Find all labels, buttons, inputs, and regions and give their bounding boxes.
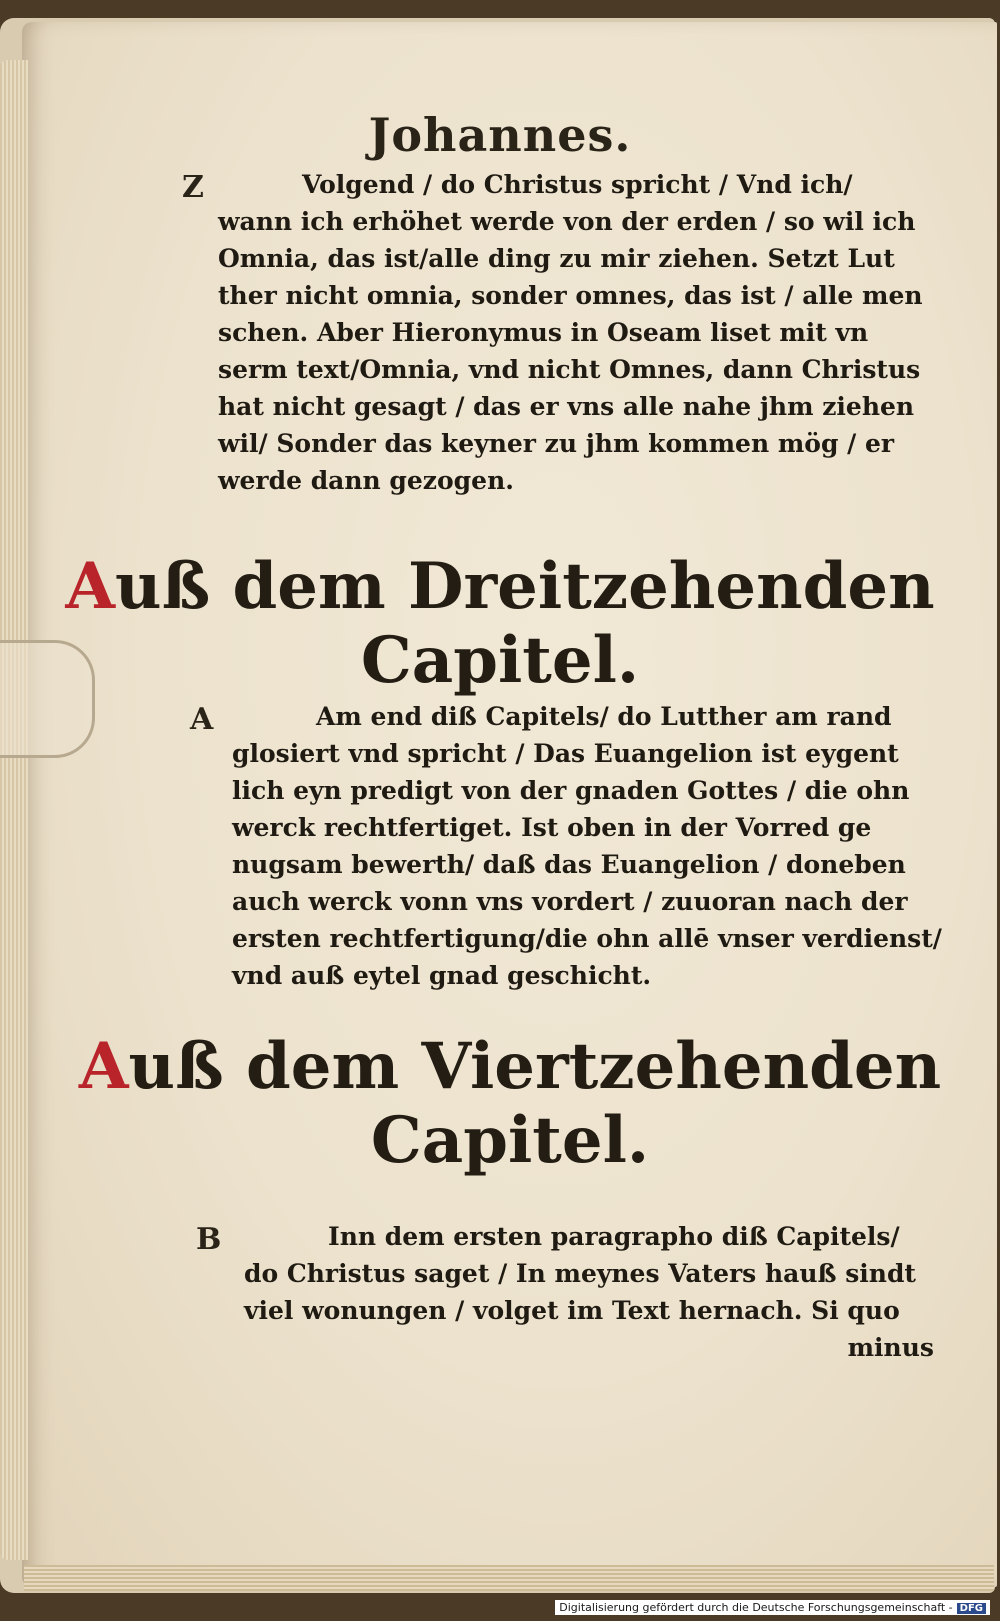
section-1-text [218, 166, 923, 499]
text-line: Inn dem ersten paragrapho diß Capitels/ [328, 1222, 900, 1251]
margin-marker-z: Z [182, 170, 204, 205]
red-initial: A [65, 549, 116, 624]
text-line: do Christus saget / In meynes Vaters hauß sindt [244, 1259, 916, 1288]
dfg-logo: DFG [957, 1603, 986, 1614]
chapter-heading-line [0, 550, 1000, 624]
text-line: wil/ Sonder das keyner zu jhm kommen mög / er [218, 429, 895, 458]
page-stack-left [0, 60, 28, 1560]
text-line: nugsam bewerth/ daß das Euangelion / doneben [232, 850, 906, 879]
catchword: minus [847, 1333, 934, 1362]
credit-text: Digitalisierung gefördert durch die Deutsche Forschungsgemeinschaft - [559, 1601, 953, 1614]
text-line: hat nicht gesagt / das er vns alle nahe jhm ziehen [218, 392, 915, 421]
section-3-text [244, 1218, 944, 1366]
text-line: werde dann gezogen. [218, 466, 514, 495]
chapter-heading-capitel: Capitel. [360, 623, 640, 698]
chapter-heading-13 [0, 550, 1000, 698]
text-line: wann ich erhöhet werde von der erden / so wil ich [218, 207, 916, 236]
chapter-heading-capitel: Capitel. [370, 1103, 650, 1178]
page-stack-bottom [24, 1565, 994, 1591]
heading-text: uß dem Dreitzehenden [115, 549, 935, 624]
text-line: Volgend / do Christus spricht / Vnd ich/ [302, 170, 853, 199]
margin-marker-b: B [196, 1222, 222, 1257]
text-line: ersten rechtfertigung/die ohn allē vnser verdienst/ [232, 924, 942, 953]
chapter-heading-line [10, 1030, 1000, 1104]
text-line: viel wonungen / volget im Text hernach. Si quo [244, 1296, 900, 1325]
text-line: serm text/Omnia, vnd nicht Omnes, dann Christus [218, 355, 921, 384]
margin-marker-a: A [190, 702, 214, 737]
text-line: werck rechtfertiget. Ist oben in der Vorred ge [232, 813, 872, 842]
heading-text: uß dem Viertzehenden [128, 1029, 942, 1104]
text-line: Am end diß Capitels/ do Lutther am rand [316, 702, 892, 731]
text-line: ther nicht omnia, sonder omnes, das ist / alle men [218, 281, 923, 310]
running-head: Johannes. [368, 108, 632, 162]
chapter-heading-14 [10, 1030, 1000, 1178]
text-line: auch werck vonn vns vordert / zuuoran nach der [232, 887, 908, 916]
text-line: glosiert vnd spricht / Das Euangelion ist eygent [232, 739, 899, 768]
digitization-credit [555, 1600, 990, 1615]
text-line: lich eyn predigt von der gnaden Gottes / die ohn [232, 776, 910, 805]
red-initial: A [78, 1029, 129, 1104]
text-line: schen. Aber Hieronymus in Oseam liset mit vn [218, 318, 869, 347]
section-2-text [232, 698, 942, 994]
text-line: Omnia, das ist/alle ding zu mir ziehen. Setzt Lut [218, 244, 895, 273]
text-line: vnd auß eytel gnad geschicht. [232, 961, 652, 990]
